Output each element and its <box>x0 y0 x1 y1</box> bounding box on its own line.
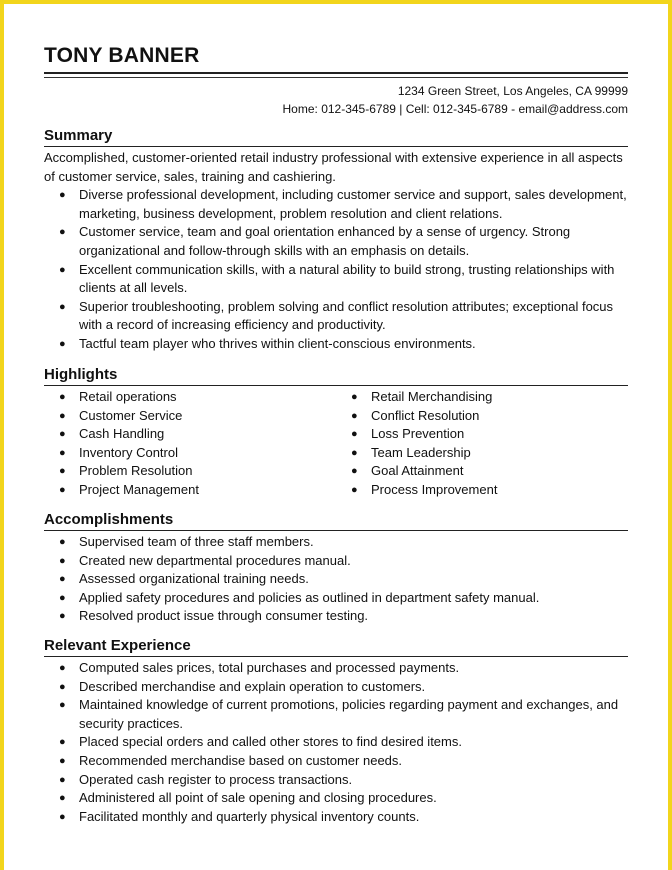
bullet-icon: ● <box>59 591 66 604</box>
list-item: ● Project Management <box>44 481 336 500</box>
bullet-icon: ● <box>59 536 66 548</box>
header-rule-thin <box>44 77 628 78</box>
list-item: ● Administered all point of sale opening and closing procedures. <box>44 789 628 808</box>
contact-line: Home: 012-345-6789 | Cell: 012-345-6789 - email@address.com <box>282 102 628 116</box>
bullet-icon: ● <box>59 573 66 586</box>
highlights-section <box>44 366 628 500</box>
bullet-icon: ● <box>351 483 358 496</box>
bullet-icon: ● <box>59 300 66 313</box>
bullet-icon: ● <box>59 483 66 496</box>
bullet-icon: ● <box>59 699 66 712</box>
highlights-heading: Highlights <box>44 366 628 386</box>
bullet-icon: ● <box>59 446 66 459</box>
accomplishments-section <box>44 511 628 626</box>
highlights-left-list <box>44 388 336 500</box>
list-item: ● Maintained knowledge of current promotions, policies regarding payment and exchanges, and security practices. <box>59 697 619 731</box>
list-item: ● Retail operations <box>44 388 336 407</box>
bullet-icon: ● <box>59 792 66 805</box>
accomplishments-list <box>44 533 628 626</box>
bullet-icon: ● <box>351 446 358 459</box>
list-item: ● Resolved product issue through consumer testing. <box>44 607 628 626</box>
bullet-icon: ● <box>351 391 358 403</box>
bullet-icon: ● <box>59 680 66 693</box>
list-item: ● Cash Handling <box>44 425 336 444</box>
list-item: ● Goal Attainment <box>336 462 628 481</box>
list-item: ● Assessed organizational training needs. <box>44 570 628 589</box>
bullet-icon: ● <box>59 773 66 786</box>
bullet-icon: ● <box>59 736 66 749</box>
address-line: 1234 Green Street, Los Angeles, CA 99999 <box>397 84 628 98</box>
experience-section <box>44 637 628 826</box>
bullet-icon: ● <box>59 391 66 403</box>
summary-section <box>44 127 628 354</box>
experience-heading: Relevant Experience <box>44 637 628 657</box>
list-item: ● Diverse professional development, including customer service and support, sales development, marketing, business development, problem resolution and client relations. <box>59 187 627 221</box>
list-item: ● Tactful team player who thrives within client-conscious environments. <box>44 335 628 354</box>
list-item: ● Loss Prevention <box>336 425 628 444</box>
bullet-icon: ● <box>59 189 66 202</box>
list-item: ● Inventory Control <box>44 444 336 463</box>
bullet-icon: ● <box>59 610 66 623</box>
list-item: ● Supervised team of three staff members. <box>44 533 628 552</box>
bullet-icon: ● <box>351 409 358 422</box>
list-item: ● Operated cash register to process transactions. <box>44 771 628 790</box>
bullet-icon: ● <box>59 810 66 823</box>
summary-list <box>44 186 628 353</box>
bullet-icon: ● <box>59 337 66 350</box>
highlights-right-list <box>336 388 628 500</box>
bullet-icon: ● <box>351 428 358 441</box>
bullet-icon: ● <box>59 662 66 674</box>
list-item: ● Retail Merchandising <box>336 388 628 407</box>
list-item: ● Customer Service <box>44 407 336 426</box>
bullet-icon: ● <box>59 263 66 276</box>
list-item: ● Superior troubleshooting, problem solving and conflict resolution attributes; exceptional focus with a record of increasing efficiency and productivity. <box>59 298 614 333</box>
experience-list <box>44 659 628 826</box>
list-item: ● Facilitated monthly and quarterly physical inventory counts. <box>44 808 628 827</box>
summary-intro: Accomplished, customer-oriented retail industry professional with extensive experience in all aspects of customer service, sales, training and cashiering. <box>44 150 623 184</box>
list-item: ● Customer service, team and goal orientation enhanced by a sense of urgency. Strong organizational and follow-through skills with an emphasis on details. <box>59 224 571 258</box>
header-rule-thick <box>44 72 628 74</box>
list-item: ● Created new departmental procedures manual. <box>44 552 628 571</box>
summary-heading: Summary <box>44 127 628 147</box>
resume-page <box>4 4 668 870</box>
list-item: ● Process Improvement <box>336 481 628 500</box>
bullet-icon: ● <box>59 409 66 422</box>
list-item: ● Conflict Resolution <box>336 407 628 426</box>
bullet-icon: ● <box>59 428 66 441</box>
resume-name: TONY BANNER <box>44 44 200 67</box>
bullet-icon: ● <box>59 754 66 767</box>
list-item: ● Placed special orders and called other stores to find desired items. <box>44 733 628 752</box>
bullet-icon: ● <box>351 465 358 478</box>
bullet-icon: ● <box>59 226 66 239</box>
list-item: ● Problem Resolution <box>44 462 336 481</box>
list-item: ● Applied safety procedures and policies as outlined in department safety manual. <box>44 589 628 608</box>
highlights-columns <box>44 388 628 500</box>
bullet-icon: ● <box>59 554 66 567</box>
list-item: ● Team Leadership <box>336 444 628 463</box>
list-item: ● Computed sales prices, total purchases and processed payments. <box>44 659 628 678</box>
list-item: ● Recommended merchandise based on customer needs. <box>44 752 628 771</box>
accomplishments-heading: Accomplishments <box>44 511 628 531</box>
list-item: ● Excellent communication skills, with a natural ability to build strong, trusting relationships with clients at all levels. <box>59 261 615 296</box>
list-item: ● Described merchandise and explain operation to customers. <box>44 678 628 697</box>
bullet-icon: ● <box>59 465 66 478</box>
